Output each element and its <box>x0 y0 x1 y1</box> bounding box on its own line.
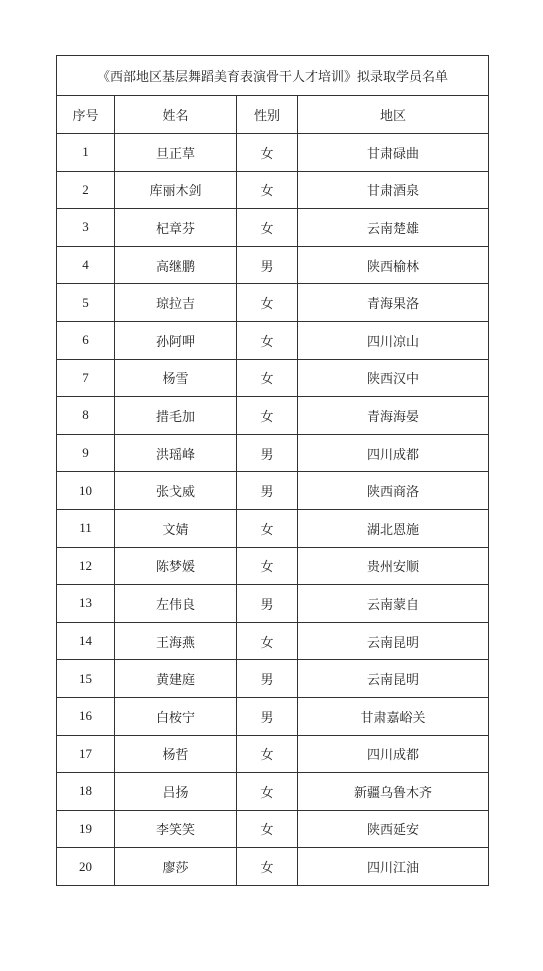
row-region: 四川凉山 <box>298 321 489 359</box>
row-index: 1 <box>57 134 115 172</box>
row-name: 琼拉吉 <box>115 284 237 322</box>
table-row <box>57 284 489 322</box>
row-gender: 男 <box>237 697 298 735</box>
row-index: 11 <box>57 509 115 547</box>
row-name: 李笑笑 <box>115 810 237 848</box>
column-header-region: 地区 <box>298 96 489 134</box>
table-row <box>57 134 489 172</box>
row-name: 黄建庭 <box>115 660 237 698</box>
row-gender: 女 <box>237 359 298 397</box>
row-index: 6 <box>57 321 115 359</box>
table-row <box>57 171 489 209</box>
row-index: 10 <box>57 472 115 510</box>
row-index: 5 <box>57 284 115 322</box>
row-index: 20 <box>57 848 115 886</box>
row-gender: 女 <box>237 735 298 773</box>
table-row <box>57 472 489 510</box>
row-region: 四川江油 <box>298 848 489 886</box>
row-index: 13 <box>57 585 115 623</box>
table-row <box>57 848 489 886</box>
row-region: 四川成都 <box>298 434 489 472</box>
column-header-index: 序号 <box>57 96 115 134</box>
row-name: 杨哲 <box>115 735 237 773</box>
row-index: 2 <box>57 171 115 209</box>
row-region: 青海果洛 <box>298 284 489 322</box>
table-row <box>57 585 489 623</box>
row-gender: 男 <box>237 660 298 698</box>
row-region: 陕西榆林 <box>298 246 489 284</box>
row-gender: 女 <box>237 397 298 435</box>
row-gender: 女 <box>237 622 298 660</box>
row-region: 云南昆明 <box>298 660 489 698</box>
roster-document <box>56 55 488 886</box>
row-name: 白桉宁 <box>115 697 237 735</box>
row-name: 陈梦媛 <box>115 547 237 585</box>
row-name: 库丽木剑 <box>115 171 237 209</box>
row-index: 17 <box>57 735 115 773</box>
row-name: 吕扬 <box>115 773 237 811</box>
table-row <box>57 660 489 698</box>
row-name: 孙阿呷 <box>115 321 237 359</box>
row-gender: 男 <box>237 585 298 623</box>
column-header-name: 姓名 <box>115 96 237 134</box>
row-gender: 女 <box>237 134 298 172</box>
row-index: 3 <box>57 209 115 247</box>
row-region: 新疆乌鲁木齐 <box>298 773 489 811</box>
row-name: 文婧 <box>115 509 237 547</box>
table-row <box>57 810 489 848</box>
row-region: 云南昆明 <box>298 622 489 660</box>
row-gender: 女 <box>237 547 298 585</box>
row-gender: 女 <box>237 284 298 322</box>
column-header-gender: 性别 <box>237 96 298 134</box>
row-name: 张戈威 <box>115 472 237 510</box>
table-row <box>57 321 489 359</box>
row-gender: 男 <box>237 472 298 510</box>
row-region: 陕西汉中 <box>298 359 489 397</box>
row-index: 15 <box>57 660 115 698</box>
row-region: 甘肃嘉峪关 <box>298 697 489 735</box>
row-region: 湖北恩施 <box>298 509 489 547</box>
row-index: 9 <box>57 434 115 472</box>
row-name: 措毛加 <box>115 397 237 435</box>
row-name: 廖莎 <box>115 848 237 886</box>
row-name: 旦正草 <box>115 134 237 172</box>
admission-roster-table <box>56 55 489 886</box>
table-row <box>57 359 489 397</box>
table-row <box>57 246 489 284</box>
row-name: 杞章芬 <box>115 209 237 247</box>
row-gender: 男 <box>237 434 298 472</box>
row-index: 7 <box>57 359 115 397</box>
row-index: 16 <box>57 697 115 735</box>
table-row <box>57 622 489 660</box>
row-gender: 女 <box>237 810 298 848</box>
header-row <box>57 96 489 134</box>
table-row <box>57 209 489 247</box>
row-index: 8 <box>57 397 115 435</box>
row-region: 青海海晏 <box>298 397 489 435</box>
row-index: 4 <box>57 246 115 284</box>
row-gender: 女 <box>237 848 298 886</box>
row-gender: 女 <box>237 321 298 359</box>
row-region: 陕西延安 <box>298 810 489 848</box>
row-index: 19 <box>57 810 115 848</box>
table-row <box>57 773 489 811</box>
table-row <box>57 547 489 585</box>
row-region: 云南楚雄 <box>298 209 489 247</box>
row-region: 陕西商洛 <box>298 472 489 510</box>
row-index: 12 <box>57 547 115 585</box>
row-name: 王海燕 <box>115 622 237 660</box>
row-region: 甘肃酒泉 <box>298 171 489 209</box>
row-gender: 女 <box>237 509 298 547</box>
table-row <box>57 434 489 472</box>
row-name: 杨雪 <box>115 359 237 397</box>
row-index: 14 <box>57 622 115 660</box>
row-region: 四川成都 <box>298 735 489 773</box>
row-name: 高继鹏 <box>115 246 237 284</box>
table-row <box>57 509 489 547</box>
row-index: 18 <box>57 773 115 811</box>
row-region: 甘肃碌曲 <box>298 134 489 172</box>
row-gender: 女 <box>237 209 298 247</box>
table-title: 《西部地区基层舞蹈美育表演骨干人才培训》拟录取学员名单 <box>57 56 489 96</box>
table-row <box>57 735 489 773</box>
row-region: 云南蒙自 <box>298 585 489 623</box>
title-row <box>57 56 489 96</box>
row-name: 洪瑶峰 <box>115 434 237 472</box>
row-gender: 男 <box>237 246 298 284</box>
row-region: 贵州安顺 <box>298 547 489 585</box>
table-row <box>57 697 489 735</box>
row-gender: 女 <box>237 773 298 811</box>
row-gender: 女 <box>237 171 298 209</box>
table-row <box>57 397 489 435</box>
row-name: 左伟良 <box>115 585 237 623</box>
